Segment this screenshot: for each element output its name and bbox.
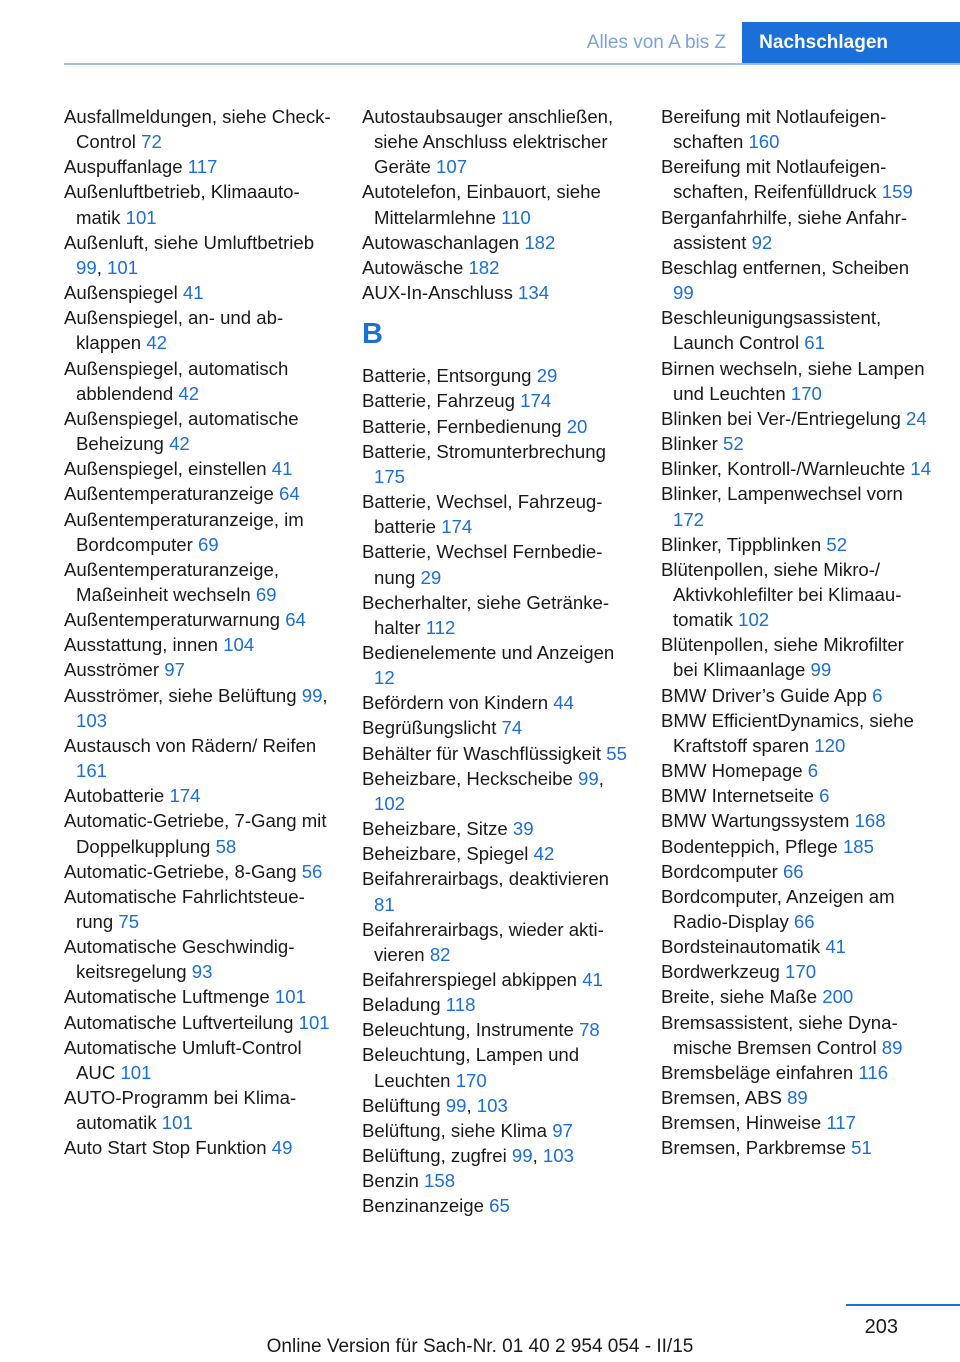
page-link[interactable]: 72 xyxy=(141,131,162,153)
index-entry-text: Bremsen, Hinweise xyxy=(661,1112,822,1134)
page-link[interactable]: 101 xyxy=(161,1112,193,1134)
page-link[interactable]: 6 xyxy=(872,684,883,706)
index-entry xyxy=(362,967,630,992)
page-link[interactable]: 99 xyxy=(673,282,694,304)
index-entry xyxy=(362,363,630,388)
index-entry xyxy=(362,230,630,255)
page-link[interactable]: 39 xyxy=(512,818,534,840)
index-entry-text: Ausströmer xyxy=(64,659,160,681)
index-entry-text: Beleuchtung, Lampen und Leuchten xyxy=(362,1044,580,1091)
index-entry xyxy=(64,1135,332,1160)
index-entry xyxy=(661,934,933,959)
page-link[interactable]: 99 xyxy=(578,767,599,789)
index-entry xyxy=(661,431,933,456)
index-entry xyxy=(64,934,332,984)
index-entry xyxy=(661,834,933,859)
page-link[interactable]: 81 xyxy=(374,893,395,915)
index-entry xyxy=(362,917,630,967)
page-link[interactable]: 185 xyxy=(842,835,874,857)
index-entry-text: Autotelefon, Einbauort, siehe Mittelarmlehne xyxy=(362,181,601,228)
page-link[interactable]: 82 xyxy=(429,943,451,965)
index-entry xyxy=(362,741,630,766)
page-link[interactable]: 6 xyxy=(807,760,819,782)
index-entry xyxy=(64,984,332,1009)
index-entry xyxy=(362,640,630,690)
index-entry-text: BMW EfficientDynamics, siehe Kraftstoff sparen xyxy=(661,709,914,756)
section-title: Alles von A bis Z xyxy=(586,32,727,53)
index-entry xyxy=(661,708,933,758)
index-entry xyxy=(362,690,630,715)
index-entry-text: Außenspiegel, einstellen xyxy=(64,458,267,480)
index-entry xyxy=(661,356,933,406)
page-link[interactable]: 172 xyxy=(673,508,705,530)
index-entry xyxy=(362,715,630,740)
index-entry xyxy=(64,1035,332,1085)
page-link[interactable]: 117 xyxy=(187,156,218,178)
index-entry-text: Außentemperaturanzeige, Maßeinheit wechseln xyxy=(64,558,279,605)
index-entry-text: BMW Internetseite xyxy=(661,785,814,807)
index-entry-text: Außenluftbetrieb, Klimaautomatik xyxy=(64,181,300,228)
index-entry xyxy=(362,539,630,589)
page-link[interactable]: 66 xyxy=(782,860,804,882)
index-entry xyxy=(661,758,933,783)
index-entry-text: Befördern von Kindern xyxy=(362,692,549,714)
index-entry xyxy=(661,1110,933,1135)
page-link[interactable]: 42 xyxy=(533,843,555,865)
index-entry-text: BMW Wartungssystem xyxy=(661,810,850,832)
index-entry xyxy=(362,1193,630,1218)
index-entry-text: Automatische Luftverteilung xyxy=(64,1011,294,1033)
index-entry xyxy=(362,866,630,916)
page-link[interactable]: 42 xyxy=(146,332,167,354)
index-entry-text: Autowäsche xyxy=(362,256,464,278)
index-entry xyxy=(661,959,933,984)
page-link[interactable]: 64 xyxy=(285,609,306,631)
index-entry-text: Batterie, Stromunterbrechung xyxy=(362,440,606,462)
index-entry: Beheizbare, Heckscheibe 99, 102 xyxy=(362,767,604,814)
index-entry xyxy=(362,489,630,539)
page-link[interactable]: 170 xyxy=(790,382,822,404)
index-entry xyxy=(64,179,332,229)
page-link[interactable]: 92 xyxy=(751,231,773,253)
page-link[interactable]: 24 xyxy=(905,407,927,429)
index-column-3 xyxy=(661,104,933,1161)
index-entry-text: Berganfahrhilfe, siehe Anfahrassistent xyxy=(661,206,908,253)
index-entry-text: Austausch von Rädern/ Reifen xyxy=(64,734,317,756)
index-entry xyxy=(661,481,933,531)
index-entry-text: Beifahrerairbags, wieder aktivieren xyxy=(362,918,604,965)
page-link[interactable]: 110 xyxy=(501,206,531,228)
page-link[interactable]: 89 xyxy=(787,1087,808,1109)
index-entry-text: Auspuffanlage xyxy=(64,156,183,178)
index-entry xyxy=(362,590,630,640)
page-link[interactable]: 99 xyxy=(76,256,97,278)
index-entry xyxy=(64,783,332,808)
index-entry xyxy=(64,859,332,884)
page-link[interactable]: 6 xyxy=(819,785,830,807)
index-entry xyxy=(362,1118,630,1143)
index-entry: Außenluft, siehe Umluftbetrieb 99, 101 xyxy=(64,231,315,278)
index-entry xyxy=(661,104,933,154)
index-entry-text: Batterie, Wechsel, Fahrzeugbatterie xyxy=(362,491,603,538)
index-entry xyxy=(661,305,933,355)
page-link[interactable]: 103 xyxy=(76,709,108,731)
index-entry-text: Autowaschanlagen xyxy=(362,231,520,253)
index-entry-text: Breite, siehe Maße xyxy=(661,986,818,1008)
index-entry xyxy=(64,305,332,355)
page-link[interactable]: 66 xyxy=(793,911,815,932)
page-header xyxy=(571,22,960,64)
index-entry xyxy=(362,439,630,489)
index-entry-text: Beheizbare, Heckscheibe xyxy=(362,767,573,789)
page-link[interactable]: 160 xyxy=(748,131,780,153)
page-link[interactable]: 101 xyxy=(120,1061,152,1083)
index-entry-text: Benzin xyxy=(362,1170,419,1192)
page-link[interactable]: 29 xyxy=(420,566,442,588)
index-entry-text: Bremsassistent, siehe Dynamische Bremsen Control xyxy=(661,1011,898,1058)
index-entry-text: Automatic-Getriebe, 7-Gang mit Doppelkupplung xyxy=(64,810,327,857)
index-entry xyxy=(362,1168,630,1193)
index-entry-text: Blütenpollen, siehe Mikrofilter bei Klimaanlage xyxy=(661,634,904,681)
page-link[interactable]: 97 xyxy=(552,1119,573,1141)
index-entry: Ausströmer, siehe Belüftung 99, 103 xyxy=(64,684,328,731)
index-entry xyxy=(362,104,630,179)
index-entry-text: Begrüßungslicht xyxy=(362,717,497,739)
page-link[interactable]: 55 xyxy=(606,742,627,764)
index-entry-text: Ausfallmeldungen, siehe Check-Control xyxy=(64,106,331,153)
index-entry xyxy=(362,841,630,866)
index-entry xyxy=(661,205,933,255)
page-link[interactable]: 42 xyxy=(178,382,200,404)
index-entry-text: Beschleunigungsassistent, Launch Control xyxy=(661,307,882,354)
page-link[interactable]: 52 xyxy=(826,533,848,555)
index-entry-text: Außenspiegel, automatische Beheizung xyxy=(64,407,299,455)
index-entry-text: Bordcomputer, Anzeigen am Radio-Display xyxy=(661,885,895,932)
page-link[interactable]: 170 xyxy=(455,1069,487,1091)
page-link[interactable]: 102 xyxy=(738,609,770,631)
index-entry-text: Blütenpollen, siehe Mikro-/ Aktivkohlefilter bei Klimaautomatik xyxy=(661,558,902,631)
index-entry-text: Bedienelemente und Anzeigen xyxy=(362,641,615,663)
index-entry xyxy=(661,859,933,884)
index-entry-text: Bodenteppich, Pflege xyxy=(661,835,838,857)
index-entry-text: Beifahrerairbags, deaktivieren xyxy=(362,868,610,890)
page-link[interactable]: 14 xyxy=(910,458,932,480)
index-entry xyxy=(362,992,630,1017)
chapter-tab[interactable]: Nachschlagen xyxy=(742,22,960,64)
index-entry-text: Beschlag entfernen, Scheiben xyxy=(661,256,910,278)
index-entry xyxy=(661,884,933,934)
index-entry-text: Batterie, Entsorgung xyxy=(362,365,532,387)
index-entry-text: Außentemperaturwarnung xyxy=(64,609,281,631)
page-link[interactable]: 107 xyxy=(436,156,468,178)
index-entry xyxy=(661,1085,933,1110)
page-link[interactable]: 97 xyxy=(164,659,185,681)
page-link[interactable]: 89 xyxy=(881,1036,903,1058)
index-entry xyxy=(362,414,630,439)
index-entry-text: Automatische Geschwindigkeitsregelung xyxy=(64,936,295,983)
page-link[interactable]: 41 xyxy=(271,458,293,480)
index-entry xyxy=(661,255,933,305)
page-link[interactable]: 64 xyxy=(279,483,300,505)
page-link[interactable]: 101 xyxy=(107,256,139,278)
index-entry-text: Blinker, Lampenwechsel vorn xyxy=(661,483,903,505)
index-entry-text: Außenluft, siehe Umluftbetrieb xyxy=(64,231,315,253)
index-column-1 xyxy=(64,104,332,1161)
index-letter-heading: B xyxy=(362,318,383,351)
index-entry-text: Benzinanzeige xyxy=(362,1195,484,1217)
page-link[interactable]: 65 xyxy=(489,1195,510,1217)
index-entry-text: Beheizbare, Spiegel xyxy=(362,843,529,865)
index-entry xyxy=(64,154,332,179)
index-entry-text: Blinker, Kontroll-/Warnleuchte xyxy=(661,458,906,480)
index-entry-text: Ausstattung, innen xyxy=(64,634,219,656)
index-entry-text: Außenspiegel, an- und abklappen xyxy=(64,307,284,354)
index-entry-text: Blinken bei Ver-/Entriegelung xyxy=(661,407,901,429)
index-entry-text: Bordsteinautomatik xyxy=(661,936,821,958)
index-entry xyxy=(661,783,933,808)
page-link[interactable]: 75 xyxy=(118,911,140,932)
index-entry xyxy=(64,481,332,506)
index-entry xyxy=(362,1017,630,1042)
page-link[interactable]: 161 xyxy=(76,760,108,782)
index-entry xyxy=(661,532,933,557)
page-link[interactable]: 158 xyxy=(424,1170,456,1192)
page-link[interactable]: 117 xyxy=(826,1112,856,1134)
index-entry-text: Blinker, Tippblinken xyxy=(661,533,822,555)
page-link[interactable]: 69 xyxy=(197,533,219,555)
page-link[interactable]: 52 xyxy=(723,433,744,455)
index-entry-text: Bereifung mit Notlaufeigenschaften, Reifenfülldruck xyxy=(661,156,887,203)
index-entry-text: Auto Start Stop Funktion xyxy=(64,1137,267,1159)
page-link[interactable]: 93 xyxy=(191,961,213,983)
page-link[interactable]: 12 xyxy=(374,667,395,689)
page-link[interactable]: 103 xyxy=(476,1094,508,1116)
index-entry xyxy=(64,733,332,783)
index-entry xyxy=(661,557,933,632)
index-entry-text: Automatische Umluft-Control AUC xyxy=(64,1036,302,1083)
index-entry-text: Automatic-Getriebe, 8-Gang xyxy=(64,860,297,882)
online-version-note: Online Version für Sach-Nr. 01 40 2 954 054 - II/15 xyxy=(266,1336,694,1357)
index-entry-text: Belüftung, siehe Klima xyxy=(362,1119,548,1141)
page-link[interactable]: 182 xyxy=(468,256,500,278)
index-entry-text: Batterie, Wechsel Fernbedienung xyxy=(362,541,603,588)
index-entry xyxy=(661,632,933,682)
page-link[interactable]: 99 xyxy=(445,1094,467,1116)
index-entry xyxy=(64,1010,332,1035)
index-entry-text: Beleuchtung, Instrumente xyxy=(362,1019,574,1041)
index-entry xyxy=(64,884,332,934)
page-link[interactable]: 99 xyxy=(810,659,832,681)
index-entry xyxy=(661,1010,933,1060)
page-link[interactable]: 51 xyxy=(851,1137,872,1159)
index-entry-text: Bereifung mit Notlaufeigenschaften xyxy=(661,106,887,153)
page-link[interactable]: 159 xyxy=(881,181,913,203)
index-entry-text: AUTO-Programm bei Klimaautomatik xyxy=(64,1087,297,1134)
index-entry xyxy=(64,280,332,305)
page-link[interactable]: 42 xyxy=(169,433,190,455)
index-entry-text: AUX-In-Anschluss xyxy=(362,282,513,304)
index-entry-text: Bremsen, Parkbremse xyxy=(661,1137,846,1159)
index-entry xyxy=(661,154,933,204)
index-entry xyxy=(64,632,332,657)
index-entry-text: BMW Driver’s Guide App xyxy=(661,684,867,706)
page-link[interactable]: 168 xyxy=(854,810,886,832)
index-entry-text: Bremsbeläge einfahren xyxy=(661,1061,854,1083)
page-link[interactable]: 182 xyxy=(524,231,556,253)
page-link[interactable]: 174 xyxy=(441,516,473,538)
index-entry-text: Belüftung xyxy=(362,1094,441,1116)
index-entry xyxy=(362,1042,630,1092)
page-link[interactable]: 175 xyxy=(374,465,406,487)
page-link[interactable]: 49 xyxy=(271,1137,293,1159)
page-link[interactable]: 78 xyxy=(579,1019,600,1041)
index-entry-text: Beladung xyxy=(362,994,441,1016)
page-link[interactable]: 20 xyxy=(566,415,588,437)
index-entry-text: Außentemperaturanzeige, im Bordcomputer xyxy=(64,508,304,555)
index-entry xyxy=(661,1135,933,1160)
page-number: 203 xyxy=(864,1316,898,1338)
page-link[interactable]: 116 xyxy=(858,1061,889,1083)
index-entry xyxy=(64,657,332,682)
index-entry-text: Belüftung, zugfrei xyxy=(362,1145,507,1167)
index-entry xyxy=(661,683,933,708)
index-entry-text: Automatische Fahrlichtsteuerung xyxy=(64,885,305,932)
header-divider xyxy=(64,63,960,65)
page-link[interactable]: 102 xyxy=(374,792,406,814)
page-link[interactable]: 101 xyxy=(298,1011,330,1033)
index-entry-text: Birnen wechseln, siehe Lampen und Leuchten xyxy=(661,357,925,404)
index-entry xyxy=(64,356,332,406)
page-link[interactable]: 99 xyxy=(511,1145,533,1167)
index-entry-text: Bordwerkzeug xyxy=(661,961,780,983)
page-link[interactable]: 103 xyxy=(542,1145,574,1167)
page-link[interactable]: 118 xyxy=(445,994,476,1016)
index-entry-text: Außenspiegel xyxy=(64,282,178,304)
index-entry xyxy=(661,808,933,833)
index-entry-text: Beifahrerspiegel abkippen xyxy=(362,969,578,990)
index-entry-text: Außenspiegel, automatisch abblendend xyxy=(64,357,289,404)
page-link[interactable]: 200 xyxy=(822,986,854,1008)
index-entry xyxy=(64,104,332,154)
index-entry-text: Batterie, Fernbedienung xyxy=(362,415,562,437)
page-link[interactable]: 170 xyxy=(785,961,817,983)
index-entry xyxy=(362,255,630,280)
index-entry xyxy=(661,456,933,481)
index-column-2 xyxy=(362,104,630,1219)
index-entry xyxy=(362,816,630,841)
index-entry xyxy=(64,557,332,607)
index-entry-text: Bremsen, ABS xyxy=(661,1087,782,1109)
index-entry-text: Becherhalter, siehe Getränkehalter xyxy=(362,591,610,638)
page-link[interactable]: 174 xyxy=(169,785,201,807)
page-link[interactable]: 41 xyxy=(182,282,204,304)
index-entry: Belüftung, zugfrei 99, 103 xyxy=(362,1145,574,1167)
index-entry-text: Automatische Luftmenge xyxy=(64,986,270,1008)
index-entry xyxy=(362,179,630,229)
index-entry-text: Blinker xyxy=(661,433,718,455)
index-entry-text: Behälter für Waschflüssigkeit xyxy=(362,742,602,764)
page-link[interactable]: 101 xyxy=(125,206,157,228)
index-entry xyxy=(661,984,933,1009)
page-link[interactable]: 120 xyxy=(814,734,846,756)
page-link[interactable]: 44 xyxy=(553,692,574,714)
page-link[interactable]: 104 xyxy=(223,634,255,656)
page-link[interactable]: 41 xyxy=(582,969,603,990)
page-link[interactable]: 29 xyxy=(536,365,558,387)
index-entry-text: BMW Homepage xyxy=(661,760,803,782)
index-entry xyxy=(362,388,630,413)
page-link[interactable]: 101 xyxy=(274,986,306,1008)
index-entry xyxy=(64,406,332,456)
index-entry xyxy=(64,507,332,557)
index-entry-text: Autostaubsauger anschließen, siehe Anschluss elektrischer Geräte xyxy=(362,106,614,178)
page-link[interactable]: 112 xyxy=(425,616,456,638)
index-entry-text: Außentemperaturanzeige xyxy=(64,483,274,505)
index-entry xyxy=(64,808,332,858)
index-entry xyxy=(362,280,630,305)
page-link[interactable]: 56 xyxy=(301,860,323,882)
index-entry-text: Autobatterie xyxy=(64,785,165,807)
index-entry xyxy=(64,456,332,481)
page-link[interactable]: 69 xyxy=(255,583,277,605)
page-link[interactable]: 174 xyxy=(520,390,552,412)
index-entry-text: Ausströmer, siehe Belüftung xyxy=(64,684,297,706)
index-entry-text: Batterie, Fahrzeug xyxy=(362,390,515,412)
page-link[interactable]: 41 xyxy=(825,936,847,958)
index-entry xyxy=(64,607,332,632)
index-entry xyxy=(64,1085,332,1135)
page-link[interactable]: 74 xyxy=(501,717,523,739)
index-entry-text: Beheizbare, Sitze xyxy=(362,818,508,840)
page-link[interactable]: 99 xyxy=(301,684,323,706)
page-link[interactable]: 58 xyxy=(215,835,237,857)
page-link[interactable]: 134 xyxy=(518,282,550,304)
index-entry-text: Bordcomputer xyxy=(661,860,778,882)
page-link[interactable]: 61 xyxy=(804,332,825,354)
index-entry xyxy=(661,1060,933,1085)
footer-divider xyxy=(846,1304,960,1306)
index-entry xyxy=(661,406,933,431)
index-entry: Belüftung 99, 103 xyxy=(362,1094,508,1116)
